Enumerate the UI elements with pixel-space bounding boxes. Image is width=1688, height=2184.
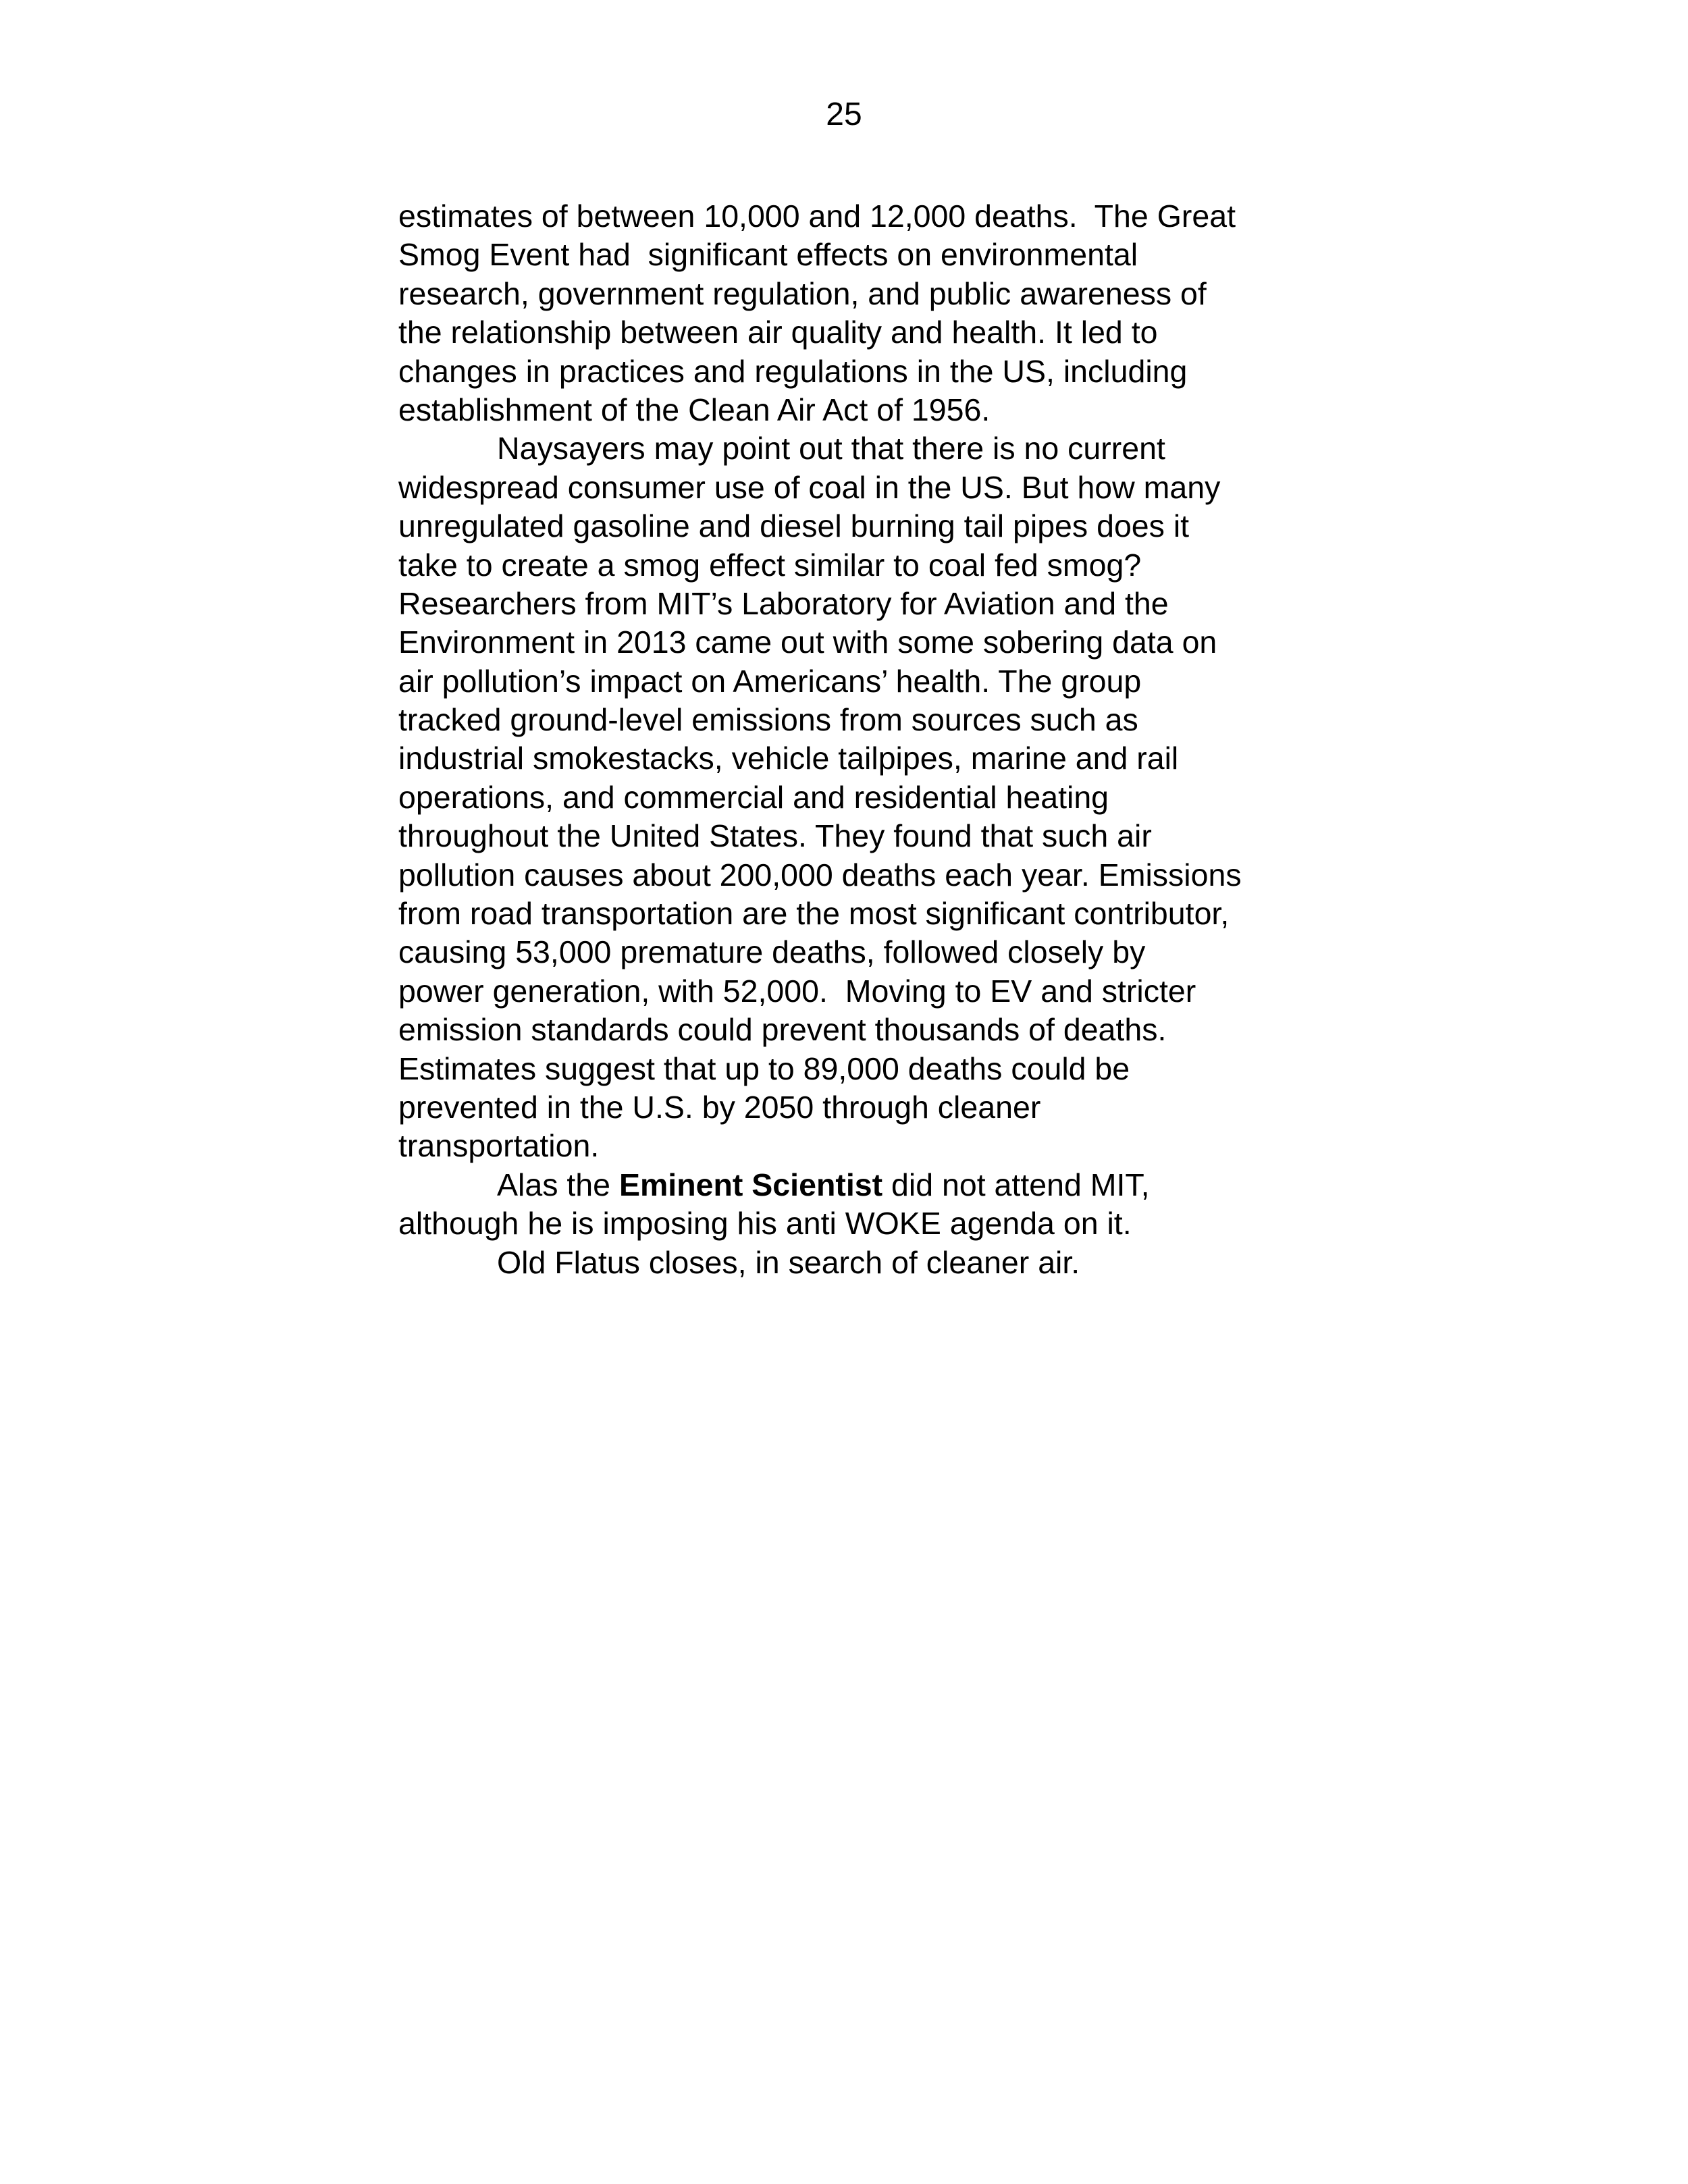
page-number: 25 (826, 97, 862, 132)
eminent-scientist-bold-text: Eminent Scientist (618, 1167, 883, 1202)
text-line (398, 1166, 1317, 1204)
text-line: changes in practices and regulations in the US, including (398, 353, 1188, 389)
text-line: power generation, with 52,000. Moving to EV and stricter (398, 973, 1196, 1009)
text-line: Old Flatus closes, in search of cleaner air. (497, 1244, 1080, 1280)
text-line: industrial smokestacks, vehicle tailpipes, marine and rail (398, 741, 1179, 776)
text-line: widespread consumer use of coal in the US. But how many (398, 469, 1221, 505)
text-line: Smog Event had significant effects on environmental (398, 237, 1138, 273)
text-run: did not attend MIT, (882, 1167, 1150, 1202)
text-line: from road transportation are the most significant contributor, (398, 896, 1230, 932)
text-line: pollution causes about 200,000 deaths each year. Emissions (398, 857, 1242, 893)
text-run: Alas the (497, 1167, 619, 1202)
text-line: estimates of between 10,000 and 12,000 deaths. The Great (398, 198, 1236, 234)
text-line: Naysayers may point out that there is no current (497, 431, 1165, 467)
text-line: air pollution’s impact on Americans’ health. The group (398, 663, 1142, 699)
paragraph-2 (398, 429, 1317, 1165)
text-line: Estimates suggest that up to 89,000 deaths could be (398, 1050, 1130, 1086)
text-line: throughout the United States. They found that such air (398, 818, 1152, 854)
text-line: emission standards could prevent thousands of deaths. (398, 1012, 1167, 1048)
text-line: unregulated gasoline and diesel burning tail pipes does it (398, 508, 1190, 544)
text-line: take to create a smog effect similar to coal fed smog? (398, 547, 1142, 583)
text-line: prevented in the U.S. by 2050 through cleaner (398, 1089, 1041, 1125)
text-line: establishment of the Clean Air Act of 1956. (398, 392, 991, 427)
text-line: Environment in 2013 came out with some sobering data on (398, 624, 1217, 660)
text-line: transportation. (398, 1128, 600, 1164)
text-line: causing 53,000 premature deaths, followed closely by (398, 934, 1146, 970)
paragraph-4 (398, 1244, 1317, 1282)
text-line: the relationship between air quality and health. It led to (398, 315, 1158, 350)
text-line: operations, and commercial and residential heating (398, 779, 1109, 815)
text-line: research, government regulation, and public awareness of (398, 275, 1207, 311)
paragraph-1 (398, 197, 1317, 429)
text-line: although he is imposing his anti WOKE agenda on it. (398, 1206, 1132, 1242)
text-line: Researchers from MIT’s Laboratory for Aviation and the (398, 585, 1169, 621)
text-line: tracked ground-level emissions from sources such as (398, 702, 1138, 738)
paragraph-3 (398, 1166, 1317, 1244)
body-text (398, 197, 1317, 1282)
